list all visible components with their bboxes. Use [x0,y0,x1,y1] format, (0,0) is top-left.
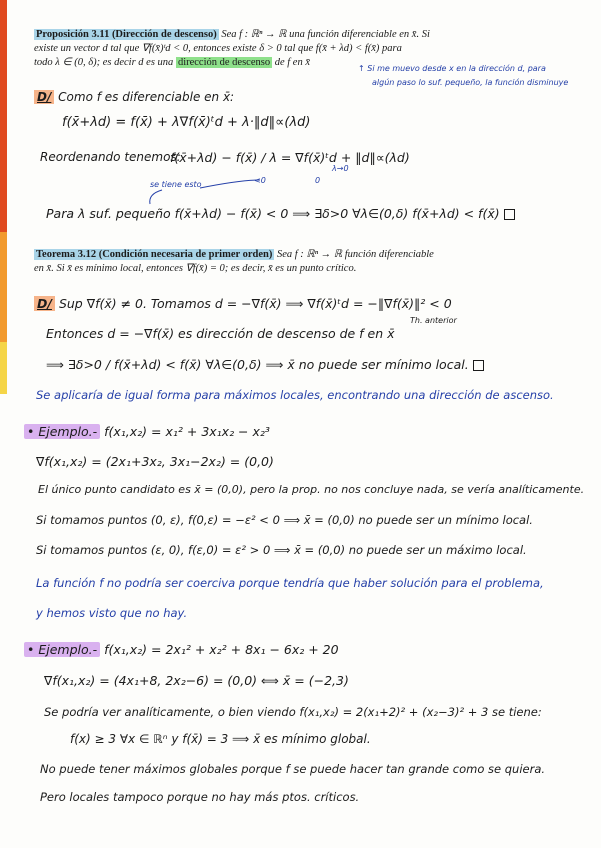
margin-bar-orange [0,232,7,342]
example1-line-4: Si tomamos puntos (0, ε), f(0,ε) = −ε² < 0 ⟹ x̄ = (0,0) no puede ser un mínimo local. [36,513,533,527]
thm-title: Teorema 3.12 (Condición necesaria de primer orden) [36,249,273,260]
proof2-text-3: ⟹ ∃δ>0 / f(x̄+λd) < f(x̄) ∀λ∈(0,δ) ⟹ x̄ no puede ser mínimo local. [46,357,469,372]
margin-note-2: algún paso lo suf. pequeño, la función disminuye [372,78,569,87]
prop-statement-start: Sea f : ℝⁿ → ℝ una función diferenciable en x̄. Si [218,29,430,40]
note-se-tiene-esto: se tiene esto [150,180,202,189]
margin-note-1: ↑ Si me muevo desde x en la dirección d, para [358,64,546,73]
qed-box [504,209,515,220]
example1-function: f(x₁,x₂) = x₁² + 3x₁x₂ − x₂³ [104,424,270,439]
prop-statement-mid: existe un vector d tal que ∇f(x̄)ᵗd < 0, entonces existe δ > 0 tal que f(x̄ + λd) < f(x̄) para [34,43,402,54]
descent-direction-highlight: dirección de descenso [177,57,271,68]
th-anterior-note: Th. anterior [410,316,457,325]
proof1-conclusion-text: Para λ suf. pequeño f(x̄+λd) − f(x̄) < 0 ⟹ ∃δ>0 ∀λ∈(0,δ) f(x̄+λd) < f(x̄) [46,206,500,221]
thm-statement-start: Sea f : ℝⁿ → ℝ función diferenciable [274,249,434,260]
proof-label: D/ [34,90,54,104]
note-zero: 0 [315,176,321,185]
note-lambda-limit: λ→0 [332,164,349,173]
example2-line-6: Pero locales tampoco porque no hay más ptos. críticos. [40,790,360,804]
thm-statement-end: en x̄. Si x̄ es mínimo local, entonces ∇f(x̄) = 0; es decir, x̄ es un punto crítico. [34,263,357,274]
proof2-line-2 [46,326,395,341]
remark-ascent: Se aplicaría de igual forma para máximos locales, encontrando una dirección de ascenso. [36,388,554,402]
example1-line-7: y hemos visto que no hay. [36,606,188,620]
proof2-line-1 [34,296,452,311]
example2-label: • Ejemplo.- [24,642,100,657]
example2-function: f(x₁,x₂) = 2x₁² + x₂² + 8x₁ − 6x₂ + 20 [104,642,339,657]
prop-line-2 [34,42,402,54]
example1-line-6: La función f no podría ser coerciva porque tendría que haber solución para el problema, [36,576,544,590]
proof1-text-1: Como f es diferenciable en x̄: [58,90,235,104]
proof2-text-1: Sup ∇f(x̄) ≠ 0. Tomamos d = −∇f(x̄) ⟹ ∇f(x̄)ᵗd = −‖∇f(x̄)‖² < 0 [58,296,452,311]
example2-gradient: ∇f(x₁,x₂) = (4x₁+8, 2x₂−6) = (0,0) ⟺ x̄ = (−2,3) [44,673,349,688]
prop-statement-end-a: todo λ ∈ (0, δ); es decir d es una [34,57,176,68]
prop-line-3 [34,56,310,68]
taylor-expansion: f(x̄+λd) = f(x̄) + λ∇f(x̄)ᵗd + λ·‖d‖∝(λd) [62,115,311,130]
example1-line-5: Si tomamos puntos (ε, 0), f(ε,0) = ε² > 0 ⟹ x̄ = (0,0) no puede ser un máximo local. [36,543,527,557]
qed-box-2 [473,360,484,371]
example1-header [24,424,270,439]
thm-line-1 [34,248,434,260]
thm-line-2 [34,262,356,274]
example1-label: • Ejemplo.- [24,424,100,439]
prop-title: Proposición 3.11 (Dirección de descenso) [36,29,217,40]
proof2-line-3 [46,357,484,372]
reordering-label: Reordenando tenemos: [40,150,181,164]
example2-line-3: Se podría ver analíticamente, o bien viendo f(x₁,x₂) = 2(x₁+2)² + (x₂−3)² + 3 se tiene: [44,705,542,719]
example1-gradient: ∇f(x₁,x₂) = (2x₁+3x₂, 3x₁−2x₂) = (0,0) [36,454,274,469]
proof2-text-2: Entonces d = −∇f(x̄) es dirección de descenso de f en x̄ [46,326,395,341]
proof1-line-1 [34,90,234,104]
example2-line-5: No puede tener máximos globales porque f se puede hacer tan grande como se quiera. [40,762,546,776]
proof1-conclusion [46,206,515,221]
prop-statement-end-c: de f en x̄ [272,57,310,68]
proof2-label: D/ [34,296,55,311]
example2-header [24,642,339,657]
example2-line-4: f(x) ≥ 3 ∀x ∈ ℝⁿ y f(x̄) = 3 ⟹ x̄ es mínimo global. [70,732,371,746]
prop-line-1 [34,28,430,40]
margin-bar-red [0,0,7,232]
margin-bar-yellow [0,342,7,394]
annotation-arrows [140,176,340,210]
difference-quotient: f(x̄+λd) − f(x̄) / λ = ∇f(x̄)ᵗd + ‖d‖∝(λd) [170,150,410,165]
example1-line-3: El único punto candidato es x̄ = (0,0), pero la prop. no nos concluye nada, se vería analíticamente. [38,483,585,496]
note-lt-zero: <0 [254,176,266,185]
